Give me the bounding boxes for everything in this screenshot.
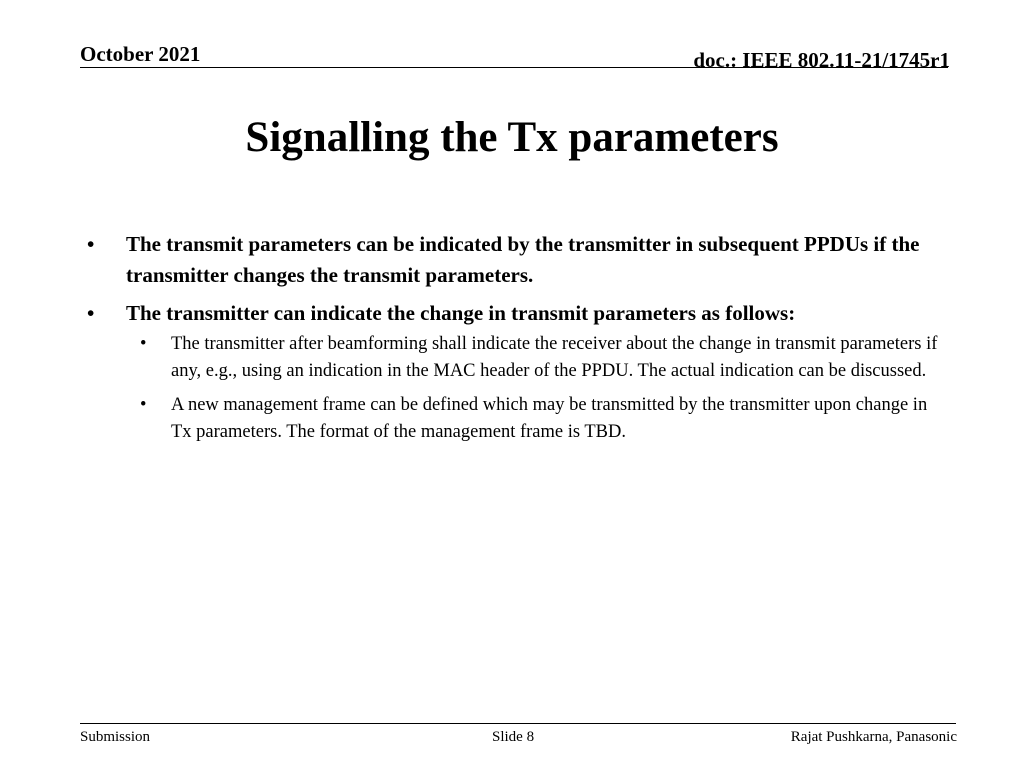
header-date: October 2021 xyxy=(80,42,201,66)
footer-rule xyxy=(80,723,956,724)
slide-title: Signalling the Tx parameters xyxy=(245,114,779,161)
bullet-dot: • xyxy=(87,301,95,325)
header-rule xyxy=(80,67,948,68)
sub-bullet-1 xyxy=(140,331,940,385)
bullet-1-text: The transmit parameters can be indicated by the transmitter in subsequent PPDUs if the transmitter changes the transmit parameters. xyxy=(126,232,920,287)
footer-slide-number: Slide 8 xyxy=(492,729,535,745)
bullet-2 xyxy=(80,298,940,329)
sub-bullet-2 xyxy=(140,392,940,446)
sub-bullet-1-text: The transmitter after beamforming shall indicate the receiver about the change in transmit parameters if any, e.g., using an indication in the MAC header of the PPDU. The actual indication can be discussed. xyxy=(171,334,938,381)
sub-bullet-dot: • xyxy=(140,334,147,354)
bullet-2-text: The transmitter can indicate the change in transmit parameters as follows: xyxy=(126,301,796,325)
footer-author: Rajat Pushkarna, Panasonic xyxy=(790,729,957,745)
header-doc-id: doc.: IEEE 802.11-21/1745r1 xyxy=(693,48,950,72)
sub-bullet-dot: • xyxy=(140,395,147,415)
bullet-dot: • xyxy=(87,232,95,256)
footer-submission: Submission xyxy=(80,729,151,745)
sub-bullet-2-text: A new management frame can be defined which may be transmitted by the transmitter upon change in Tx parameters. The format of the management frame is TBD. xyxy=(171,395,928,442)
slide-content xyxy=(80,229,940,453)
bullet-1 xyxy=(80,229,940,291)
